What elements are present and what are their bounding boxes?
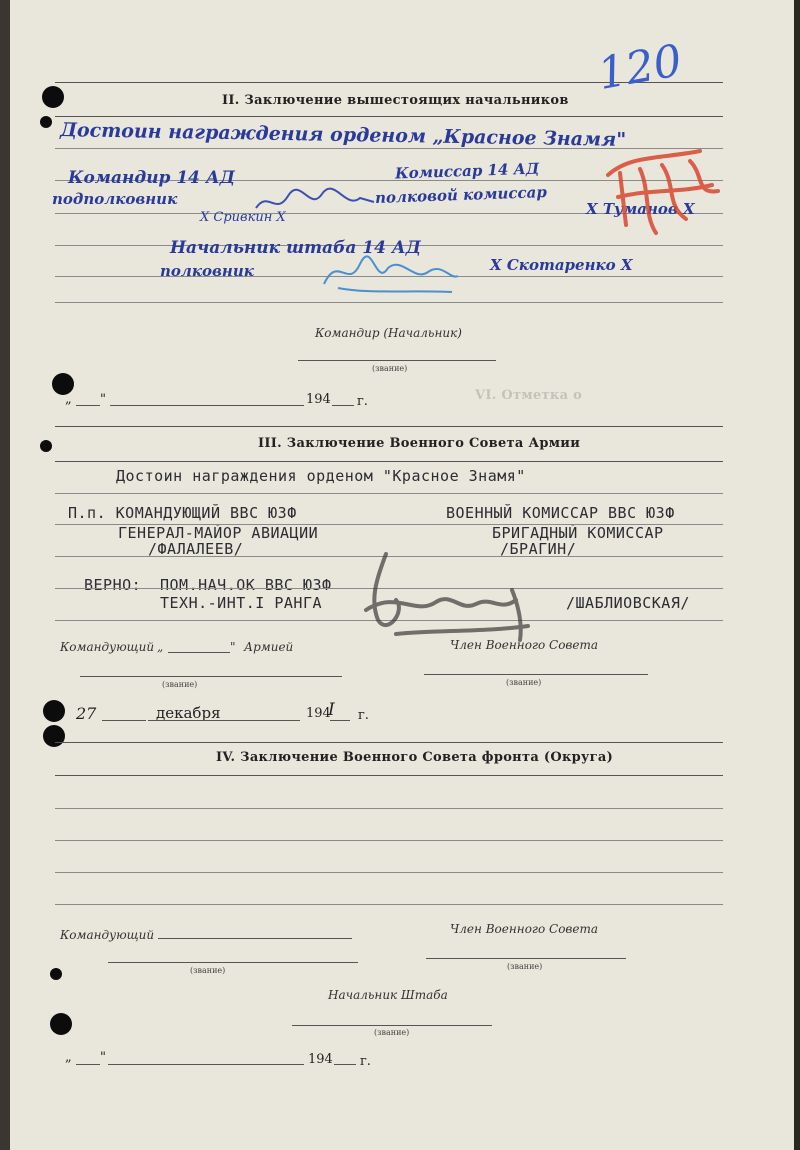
army-label: Армией (244, 640, 294, 654)
army-name-line (168, 652, 230, 653)
chief-of-staff-label: Начальник Штаба (328, 988, 448, 1002)
typed-verno-name: /ШАБЛИОВСКАЯ/ (566, 594, 690, 612)
handwritten-chief-signoff: Х Скотаренко Х (490, 256, 633, 274)
rule-line (55, 426, 723, 427)
zvanie-label: (звание) (374, 1028, 410, 1037)
handwritten-commissar-title: Комиссар 14 АД (394, 159, 540, 183)
date-suffix: г. (358, 708, 369, 723)
typed-right-line3: /БРАГИН/ (500, 540, 577, 558)
date-open-quote: „ (65, 392, 72, 407)
rule-line (55, 840, 723, 841)
red-ink-signature (600, 145, 730, 240)
date-month-line (148, 720, 300, 721)
rule-line (158, 938, 352, 939)
punch-hole (50, 1013, 72, 1035)
handwritten-conclusion: Достоин награждения орденом „Красное Знамя" (59, 119, 627, 151)
punch-hole (43, 700, 65, 722)
rule-line (55, 742, 723, 743)
date-year-line (330, 720, 350, 721)
commander-signature (250, 186, 380, 218)
rule-line (55, 904, 723, 905)
award-sheet (10, 0, 794, 1150)
chief-signature (318, 250, 463, 298)
date-month-line (108, 1064, 304, 1065)
corner-registry-number: 120 (594, 35, 686, 100)
date-mid-quote: " (100, 1050, 106, 1065)
date-day-line (76, 405, 100, 406)
date-year: 194 (306, 392, 331, 407)
rule-line (426, 958, 626, 959)
rule-line (55, 524, 723, 525)
date-year: 194 (306, 706, 331, 721)
date-day-line (76, 1064, 100, 1065)
date-suffix: г. (360, 1054, 371, 1069)
verno-signature (336, 540, 536, 652)
section4-title: IV. Заключение Военного Совета фронта (Округа) (216, 750, 614, 765)
date-open-quote: „ (65, 1050, 72, 1065)
rule-line (55, 302, 723, 303)
zvanie-label: (звание) (506, 678, 542, 687)
date-day: 27 (76, 704, 97, 723)
handwritten-commander-title: Командир 14 АД (68, 168, 235, 188)
handwritten-commissar-signoff: Х Туманов Х (586, 200, 695, 218)
date-year-digit: I (328, 700, 335, 720)
zvanie-label: (звание) (162, 680, 198, 689)
rule-line (292, 1025, 492, 1026)
date-year-line (334, 1064, 356, 1065)
front-commander-label: Командующий (60, 928, 155, 942)
rule-line (55, 116, 723, 117)
rule-line (55, 872, 723, 873)
date-mid-quote: " (100, 392, 106, 407)
typed-verno-label: ВЕРНО: (84, 576, 142, 594)
rule-line (80, 676, 342, 677)
section2-title: II. Заключение вышестоящих начальников (222, 93, 569, 108)
army-commander-label: Командующий (60, 640, 155, 654)
typed-left-line2: ГЕНЕРАЛ-МАЙОР АВИАЦИИ (118, 524, 319, 542)
rule-line (55, 461, 723, 462)
typed-left-line3: /ФАЛАЛЕЕВ/ (148, 540, 244, 558)
rule-line (298, 360, 496, 361)
typed-left-line1: П.п. КОМАНДУЮЩИЙ ВВС ЮЗФ (68, 504, 297, 522)
rule-line (55, 493, 723, 494)
bleed-through-text: VI. Отметка о (475, 388, 583, 403)
typed-verno-line1: ПОМ.НАЧ.ОК ВВС ЮЗФ (160, 576, 332, 594)
date-year-line (332, 405, 354, 406)
front-council-label: Член Военного Совета (450, 922, 599, 936)
date-year: 194 (308, 1052, 333, 1067)
zvanie-label: (звание) (372, 364, 408, 373)
rule-line (108, 962, 358, 963)
zvanie-label: (звание) (190, 966, 226, 975)
date-month: декабря (156, 704, 221, 722)
handwritten-chief-title: Начальник штаба 14 АД (170, 238, 421, 258)
punch-hole (50, 968, 62, 980)
punch-hole (42, 86, 64, 108)
typed-verno-line2: ТЕХН.-ИНТ.I РАНГА (160, 594, 323, 612)
zvanie-label: (звание) (507, 962, 543, 971)
rule-line (55, 808, 723, 809)
commander-label: Командир (Начальник) (315, 326, 462, 340)
army-council-label: Член Военного Совета (450, 638, 599, 652)
typed-conclusion: Достоин награждения орденом "Красное Знамя" (116, 467, 526, 485)
punch-hole (40, 116, 52, 128)
punch-hole (43, 725, 65, 747)
army-quote-close: " (230, 640, 236, 654)
document-edge (0, 0, 10, 1150)
date-suffix: г. (357, 394, 368, 409)
handwritten-commander-rank: подполковник (52, 190, 178, 208)
typed-right-line1: ВОЕННЫЙ КОМИССАР ВВС ЮЗФ (446, 504, 675, 522)
section3-title: III. Заключение Военного Совета Армии (258, 436, 581, 451)
rule-line (424, 674, 648, 675)
army-quote-open: „ (157, 640, 164, 654)
typed-right-line2: БРИГАДНЫЙ КОМИССАР (492, 524, 664, 542)
punch-hole (40, 440, 52, 452)
handwritten-commander-signoff: Х Сривкин Х (200, 210, 286, 225)
handwritten-chief-rank: полковник (160, 262, 254, 280)
date-day-line (102, 720, 146, 721)
date-month-line (110, 405, 304, 406)
handwritten-commissar-rank: полковой комиссар (374, 183, 548, 207)
rule-line (55, 775, 723, 776)
